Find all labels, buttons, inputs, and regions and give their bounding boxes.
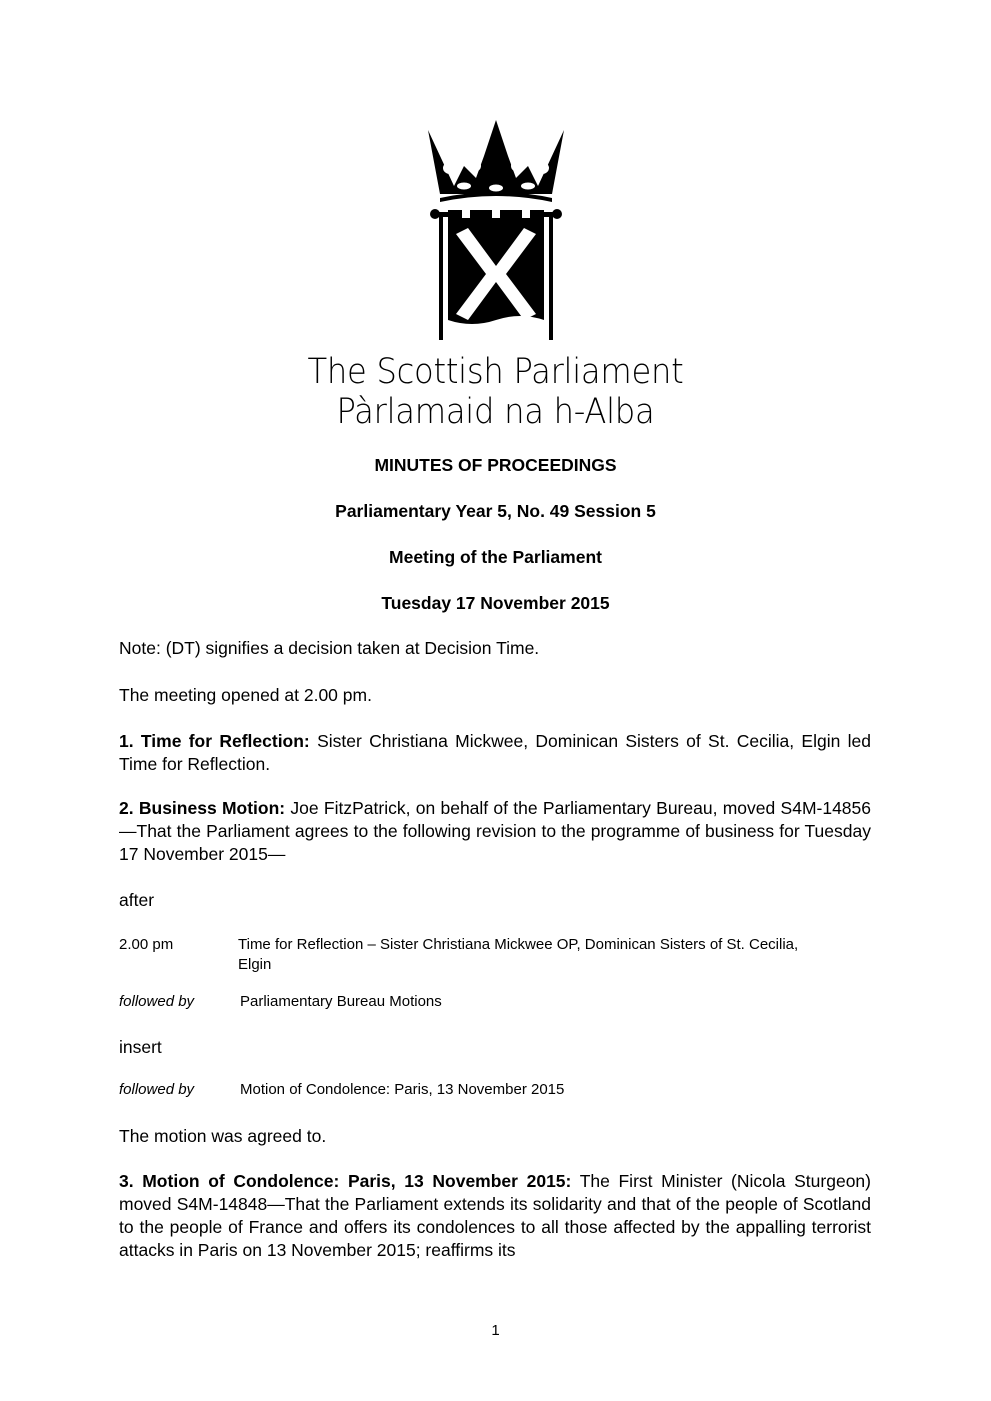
agreed-text: The motion was agreed to. (119, 1126, 327, 1146)
item-2-text: Joe FitzPatrick, on behalf of the Parliamentary Bureau, moved S4M-14856—That the Parliament agrees to the following revision to the programme of business for Tuesday 17 November 2015— (119, 798, 872, 864)
opening-text: The meeting opened at 2.00 pm. (119, 685, 372, 705)
inserted-followed-by: followed by (119, 1081, 195, 1098)
wordmark-english: The Scottish Parliament (307, 352, 684, 392)
item-3-text: The First Minister (Nicola Sturgeon) moved S4M-14848—That the Parliament extends its solidarity and that of the people of Scotland to the people of France and offers its condolences to all those affected by the appalling terrorist attacks in Paris on 13 November 2015; reaffirms its (119, 1171, 871, 1260)
wordmark-gaelic: Pàrlamaid na h-Alba (336, 392, 655, 432)
item-1 (119, 730, 871, 776)
schedule-time: 2.00 pm (119, 936, 174, 953)
item-1-label: 1. Time for Reflection: (119, 731, 310, 751)
meeting-date: Tuesday 17 November 2015 (381, 593, 610, 613)
item-1-text: Sister Christiana Mickwee, Dominican Sisters of St. Cecilia, Elgin led Time for Reflection. (119, 731, 871, 774)
schedule-item-line2: Elgin (238, 956, 272, 973)
schedule-followed-by: followed by (119, 993, 195, 1010)
item-3-label: 3. Motion of Condolence: Paris, 13 November 2015: (119, 1171, 572, 1191)
meeting-heading: Meeting of the Parliament (389, 547, 602, 567)
item-3 (119, 1170, 871, 1262)
page-number: 1 (491, 1322, 500, 1339)
scottish-parliament-crest-icon (424, 116, 568, 342)
after-label: after (119, 890, 155, 910)
document-title: MINUTES OF PROCEEDINGS (374, 455, 617, 475)
schedule-item: Parliamentary Bureau Motions (240, 993, 442, 1010)
schedule-item-line1: Time for Reflection – Sister Christiana Mickwee OP, Dominican Sisters of St. Cecilia, (238, 936, 799, 953)
item-2 (119, 797, 871, 866)
document-subtitle: Parliamentary Year 5, No. 49 Session 5 (335, 501, 656, 521)
item-2-label: 2. Business Motion: (119, 798, 286, 818)
note-text: Note: (DT) signifies a decision taken at Decision Time. (119, 638, 540, 658)
inserted-item: Motion of Condolence: Paris, 13 November 2015 (240, 1081, 565, 1098)
schedule-item (238, 935, 878, 975)
insert-label: insert (119, 1037, 162, 1057)
